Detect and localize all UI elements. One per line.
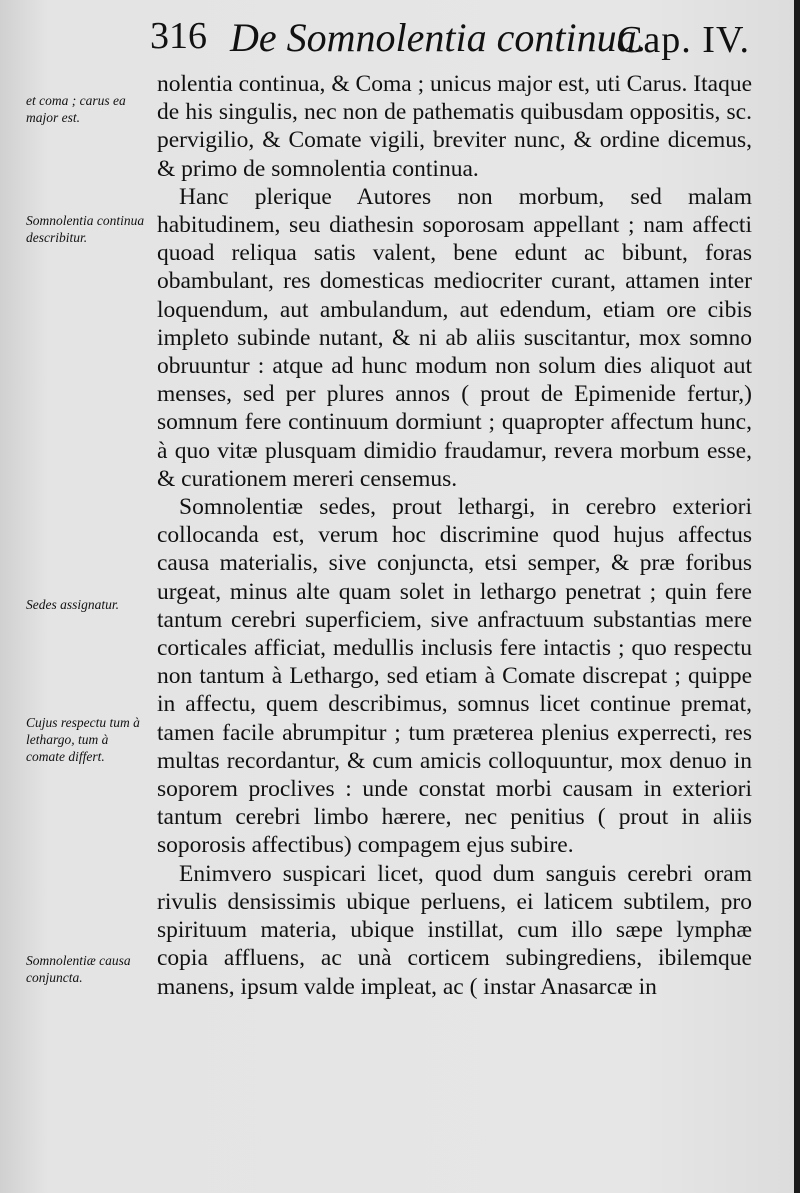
paragraph: Enimvero suspicari licet, quod dum sanguis cerebri oram rivulis densissimis ubique perluens, ei laticem subtilem, pro spirituum materia, ubique instillat, cum illo sæpe lymphæ copia affluens, ac unà corticem subingrediens, ibilemque manens, ipsum valde impleat, ac ( instar Anasarcæ in (157, 860, 752, 1000)
page-header (150, 12, 790, 70)
margin-note: et coma ; carus ea major est. (26, 93, 126, 125)
page-edge-shadow (794, 0, 800, 1193)
margin-note: Cujus respectu tum à lethargo, tum à comate differt. (26, 715, 140, 764)
margin-note: Sedes assignatur. (26, 597, 120, 612)
paragraph: Somnolentiæ sedes, prout lethargi, in cerebro exteriori collocanda est, verum hoc discrimine quod hujus affectus causa materialis, sive conjuncta, etsi semper, & præ foribus urgeat, minus alte quam solet in lethargo penetrat ; quin fere tantum cerebri superficiem, sive anfractuum substantias mere corticales afficiat, medullis inclusis fere intactis ; quo respectu non tantum à Lethargo, sed etiam à Comate discrepat ; quippe in affectu, quem describimus, somnus licet continue premat, tamen facile abrumpitur ; tum præterea plenius experrecti, res multas recordantur, & cum amicis colloquuntur, mox denuo in soporem proclives : unde constat morbi causam in exteriori tantum cerebri limbo hærere, nec penitius ( prout in aliis soporosis affectibus) compagem ejus subire. (157, 494, 752, 859)
paragraph: nolentia continua, & Coma ; unicus major est, uti Carus. Itaque de his singulis, nec non de pathematis quibusdam oppositis, sc. pervigilio, & Comate vigili, breviter nunc, & ordine dicemus, & primo de somnolentia continua. (157, 71, 752, 182)
body-text (157, 70, 752, 1001)
page-number: 316 (150, 15, 207, 57)
running-title: De Somnolentia continua. (230, 15, 647, 60)
chapter-label: Cap. IV. (617, 19, 750, 61)
margin-note: Somnolentia continua describitur. (26, 213, 145, 245)
margin-notes (26, 0, 150, 1193)
paragraph: Hanc plerique Autores non morbum, sed malam habitudinem, seu diathesin soporosam appellant ; nam affecti quoad reliqua satis valent, bene edunt ac bibunt, foras obambulant, res domesticas mediocriter curant, attamen inter loquendum, aut ambulandum, aut edendum, etiam ore cibis impleto subinde nutant, & ni ab aliis suscitantur, mox somno obruuntur : atque ad hunc modum non solum dies aliquot aut menses, sed per plures annos ( prout de Epimenide fertur,) somnum fere continuum dormiunt ; quapropter affectum hunc, à quo vitæ plusquam dimidio fraudamur, revera morbum esse, & curationem mereri censemus. (157, 183, 752, 492)
margin-note: Somnolentiæ causa conjuncta. (26, 953, 131, 985)
